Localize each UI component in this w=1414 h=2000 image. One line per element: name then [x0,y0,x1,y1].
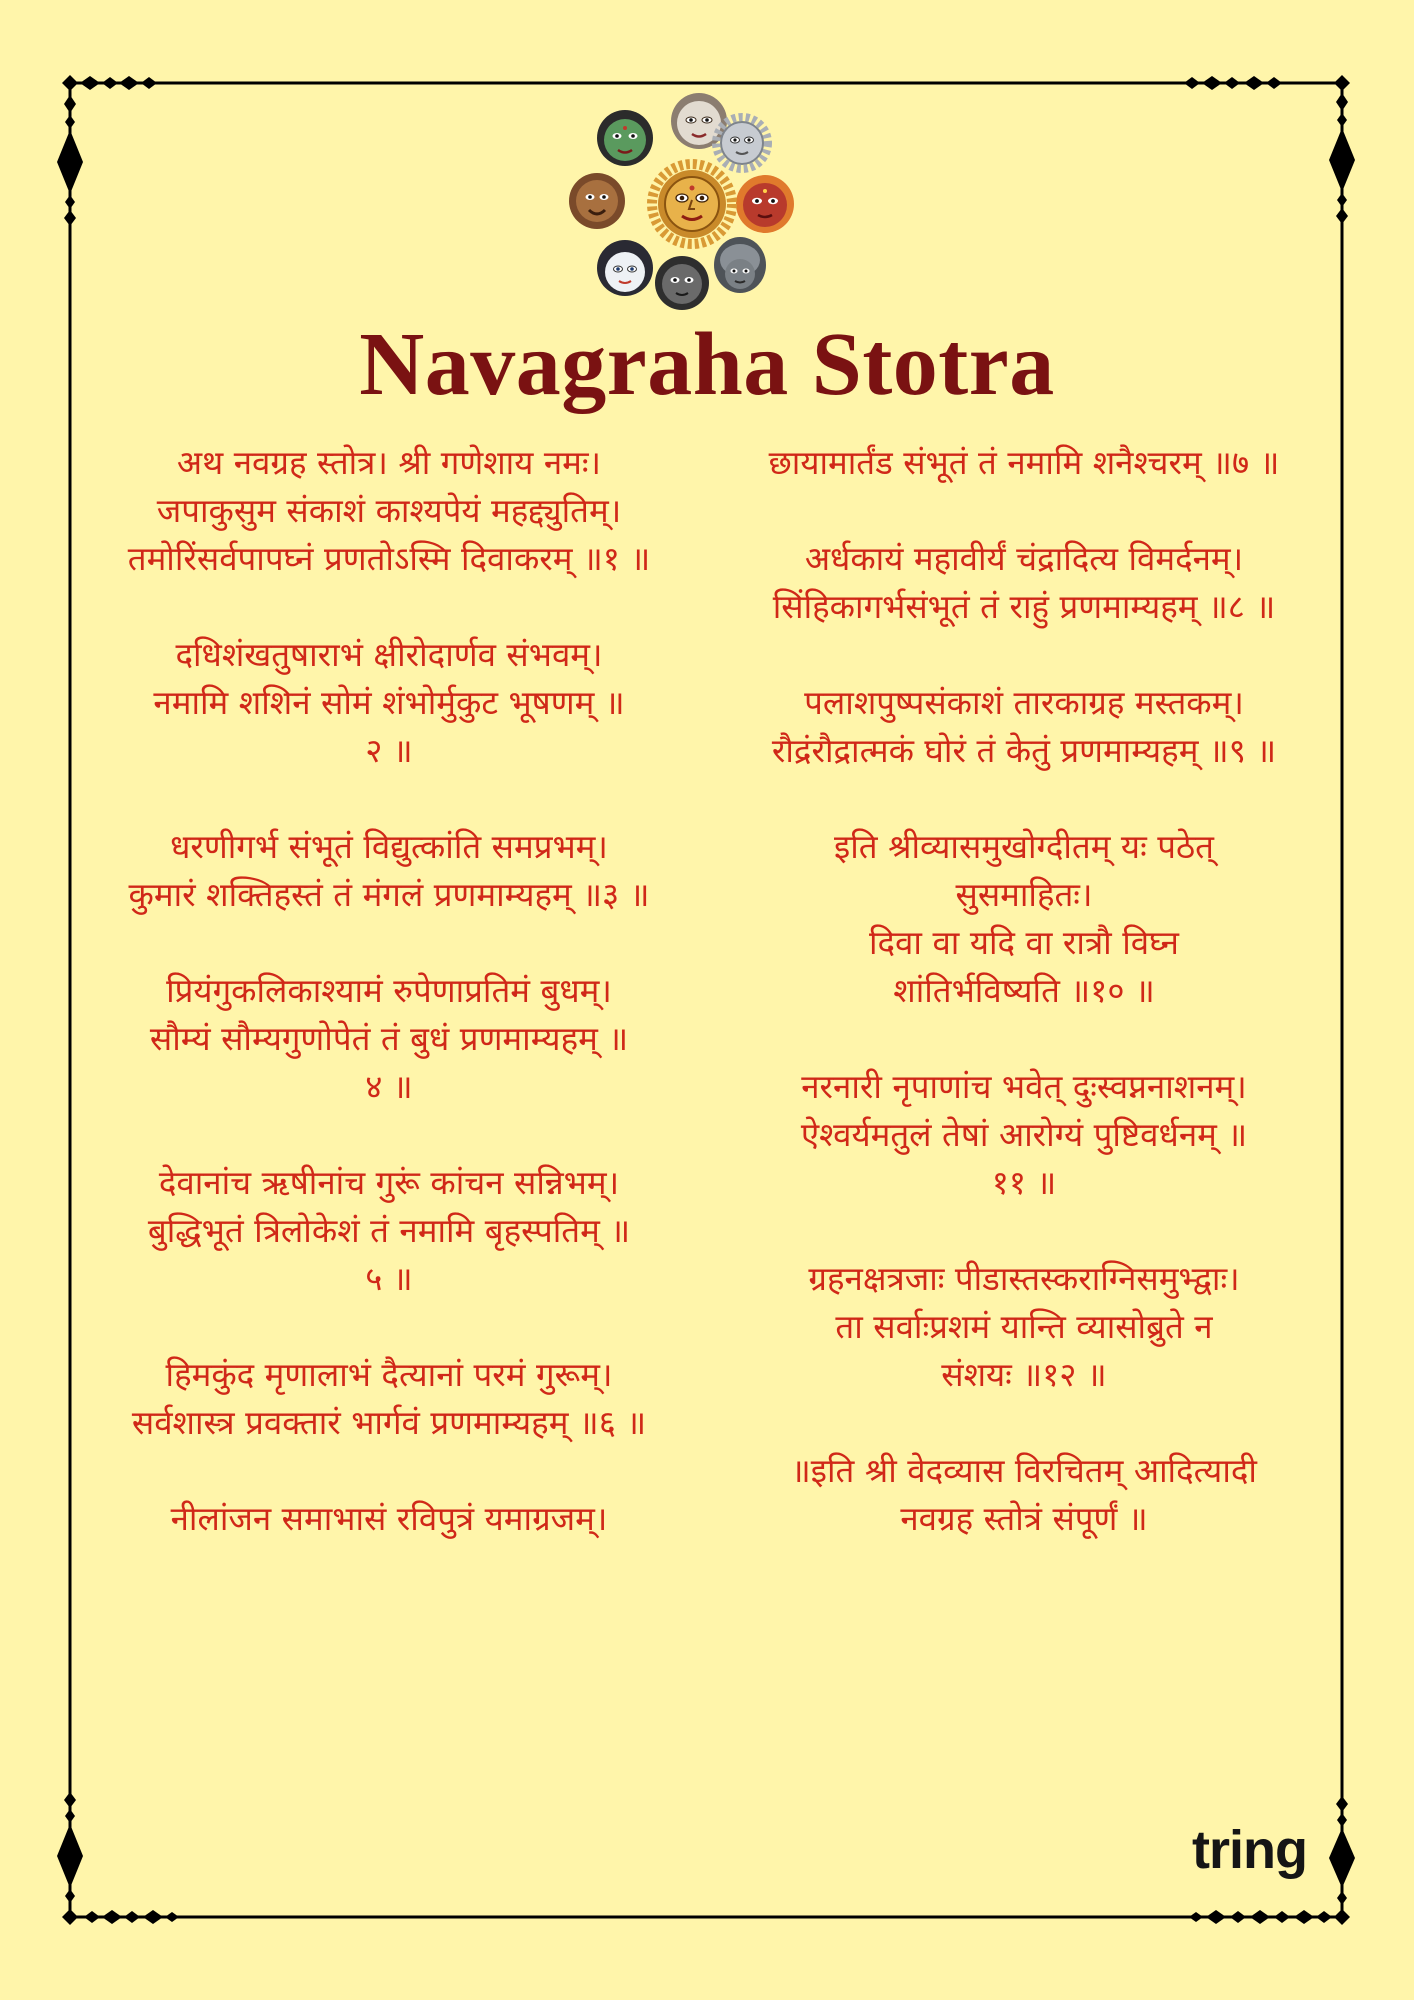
verse-line: तमोरिंसर्वपापघ्नं प्रणतोऽस्मि दिवाकरम् ॥१ ॥ [127,539,651,578]
verse-line: बुद्धिभूतं त्रिलोकेशं तं नमामि बृहस्पतिम् ॥ [147,1211,631,1250]
verse-stanza [79,823,699,919]
verse-stanza [79,1159,699,1303]
verse-line: पलाशपुष्पसंकाशं तारकाग्रह मस्तकम्। [804,683,1244,722]
verse-line: ४ ॥ [365,1067,413,1106]
verse-stanza [714,439,1334,487]
verse-line: देवानांच ऋषीनांच गुरूं कांचन सन्निभम्। [158,1163,620,1202]
verse-line: २ ॥ [365,731,413,770]
verse-line: छायामार्तंड संभूतं तं नमामि शनैश्चरम् ॥७ ॥ [768,443,1280,482]
verse-stanza [79,1495,699,1543]
verse-line: सुसमाहितः। [955,875,1093,914]
verse-line: सर्वशास्त्र प्रवक्तारं भार्गवं प्रणमाम्यहम् ॥६ ॥ [131,1403,647,1442]
right-verse-column [714,439,1334,1591]
verse-line: ५ ॥ [365,1259,413,1298]
verse-line: प्रियंगुकलिकाश्यामं रुपेणाप्रतिमं बुधम्। [166,971,612,1010]
silver-face-icon [716,117,768,169]
mask-face-icon [671,93,727,149]
verse-line: हिमकुंद मृणालाभं दैत्यानां परमं गुरूम्। [165,1355,613,1394]
left-verse-column [79,439,699,1591]
verse-stanza [79,1351,699,1447]
verse-line: ऐश्वर्यमतुलं तेषां आरोग्यं पुष्टिवर्धनम् ॥ [800,1115,1248,1154]
verse-line: अर्धकायं महावीर्यं चंद्रादित्य विमर्दनम्। [804,539,1244,578]
verse-line: ग्रहनक्षत्रजाः पीडास्तस्कराग्निसमुभ्द्वाः। [808,1259,1240,1298]
corner-ornament-bottom-left [57,1792,179,1925]
verse-line: ता सर्वाःप्रशमं यान्ति व्यासोब्रुते न [835,1307,1213,1346]
brown-face-icon [569,173,625,229]
sun-face-icon [652,164,732,244]
verse-stanza [79,439,699,583]
verse-line: ११ ॥ [991,1163,1057,1202]
red-face-icon [736,175,794,233]
verse-line: अथ नवग्रह स्तोत्र। श्री गणेशाय नमः। [176,443,602,482]
verse-line: ॥इति श्री वेदव्यास विरचितम् आदित्यादी [791,1451,1257,1490]
verse-stanza [714,1255,1334,1399]
navagraha-emblem [565,88,805,328]
verse-line: जपाकुसुम संकाशं काश्यपेयं महद्द्युतिम्। [156,491,622,530]
verse-line: नमामि शशिनं सोमं शंभोर्मुकुट भूषणम् ॥ [153,683,625,722]
verse-line: नरनारी नृपाणांच भवेत् दुःस्वप्ननाशनम्। [801,1067,1247,1106]
verse-line: इति श्रीव्यासमुखोग्दीतम् यः पठेत् [834,827,1214,866]
verse-stanza [714,679,1334,775]
verse-line: शांतिर्भविष्यति ॥१० ॥ [893,971,1155,1010]
verse-line: दधिशंखतुषाराभं क्षीरोदार्णव संभवम्। [175,635,603,674]
verse-stanza [714,1447,1334,1543]
verse-stanza [714,535,1334,631]
verse-line: नीलांजन समाभासं रविपुत्रं यमाग्रजम्। [170,1499,608,1538]
corner-ornament-top-left [57,75,157,226]
verse-line: सौम्यं सौम्यगुणोपेतं तं बुधं प्रणमाम्यहम् ॥ [149,1019,629,1058]
verse-stanza [714,823,1334,1015]
verse-line: धरणीगर्भ संभूतं विद्युत्कांति समप्रभम्। [170,827,608,866]
verse-line: दिवा वा यदि वा रात्रौ विघ्न [868,923,1179,962]
corner-ornament-top-right [1184,75,1355,224]
dark-face-icon [655,256,709,310]
verse-stanza [79,631,699,775]
verse-line: रौद्रंरौद्रात्मकं घोरं तं केतुं प्रणमाम्यहम् ॥९ ॥ [771,731,1277,770]
page-title: Navagraha Stotra [359,315,1055,414]
brand-logo: tring [1192,1820,1307,1880]
green-face-icon [597,110,653,166]
verse-line: कुमारं शक्तिहस्तं तं मंगलं प्रणमाम्यहम् ॥३ ॥ [128,875,650,914]
cobra-face-icon [714,237,766,293]
verse-stanza [714,1063,1334,1207]
verse-line: संशयः ॥१२ ॥ [941,1355,1107,1394]
verse-stanza [79,967,699,1111]
white-face-icon [597,240,653,296]
verse-line: नवग्रह स्तोत्रं संपूर्णं ॥ [900,1499,1148,1538]
verse-line: सिंहिकागर्भसंभूतं तं राहुं प्रणमाम्यहम् ॥८ ॥ [772,587,1276,626]
